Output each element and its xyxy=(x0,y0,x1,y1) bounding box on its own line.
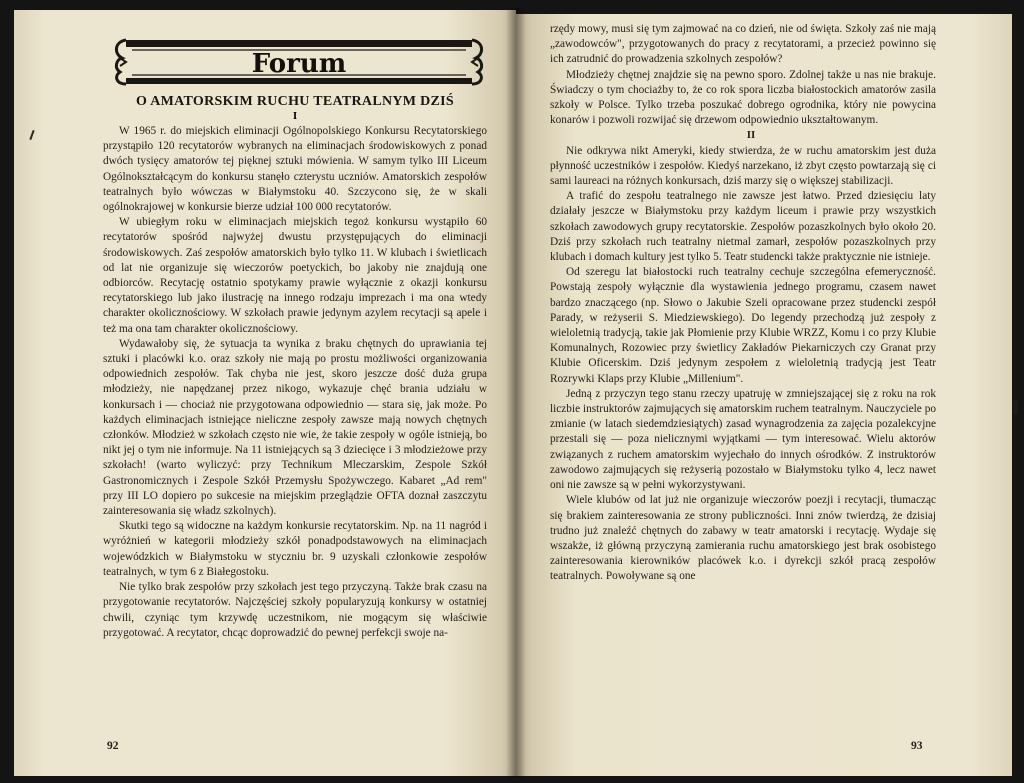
paragraph: Wydawałoby się, że sytuacja ta wynika z braku chętnych do uprawiania tej sztuki i placówki k.o. oraz szkoły nie mają po prostu możliwości organizowania odpowiednich zespołów. Tak chyba nie jest, skoro jeszcze dość duża grupa młodzieży, nie napędzanej przez nikogo, wykazuje chęć brania udziału w konkursach i — chociaż nie przygotowana odpowiednio — stara się, jak może. Po każdych eliminacjach istniejące nieliczne zespoły zawsze mają nowych chętnych członków. Młodzież w szkołach często nie wie, że takie zespoły w ogóle istnieją, bo nikt jej o tym nie informuje. Na 11 istniejących są 3 dziecięce i 3 młodzieżowe przy szkołach! (warto wyliczyć: przy Technikum Mleczarskim, Zespole Szkół Gastronomicznych i Zespole Szkół Przemysłu Spożywczego. Kabaret „Ad rem" przy III LO dopiero po sukcesie na miejskim przeglądzie OFTA doznał zaszczytu zainteresowania się władz szkolnych). xyxy=(103,337,487,518)
paragraph: W ubiegłym roku w eliminacjach miejskich tegoż konkursu wystąpiło 60 recytatorów spośród najwyżej dwustu przystępujących do eliminacji środowiskowych. Zaś zespołów amatorskich było tylko 11. W klubach i świetlicach od lat nie organizuje się wieczorów poetyckich, bo jakoby nie znajdują one odbiorców. Recytację ostatnio spotykamy prawie wyłącznie z okazji konkursu recytatorskiego lub jako ilustrację na innego rodzaju imprezach i ma ona wtedy charakter okolicznościowy. W szkołach prawie jedynym azylem recytacji są apele i też ma ona tam charakter okolicznościowy. xyxy=(103,216,487,335)
right-page-text xyxy=(550,22,936,585)
section-number: II xyxy=(746,129,756,142)
page-clip-mark xyxy=(1013,400,1018,414)
paragraph: W 1965 r. do miejskich eliminacji Ogólnopolskiego Konkursu Recytatorskiego przystąpiło 120 recytatorów wybranych na eliminacjach środowiskowych z ponad dwóch tysięcy amatorów tej pięknej sztuki mówienia. W samym tylko III Liceum Ogólnokształcącym do konkursu stanęło czterystu uczniów. Amatorskich zespołów teatralnych było wówczas w Białymstoku 40. Szczycono się, że w skali ogólnokrajowej w konkursie bierze udział 100 000 recytatorów. xyxy=(103,125,487,214)
paragraph: Skutki tego są widoczne na każdym konkursie recytatorskim. Np. na 11 nagród i wyróżnień w kategorii młodzieży szkół ponadpodstawowych na eliminacjach wojewódzkich w Białymstoku w styczniu br. 9 uzyskali członkowie zespołów teatralnych, w tym 6 z Białegostoku. xyxy=(103,520,487,578)
forum-logo: Forum xyxy=(251,49,347,79)
forum-banner xyxy=(112,38,486,90)
banner-scroll-frame xyxy=(112,38,486,90)
page-number-right: 93 xyxy=(911,740,923,752)
section-number: I xyxy=(292,110,298,122)
paragraph: rzędy mowy, musi się tym zajmować na co dzień, nie od święta. Szkoły zaś nie mają „zawodowców", przygotowanych do pracy z recytatorami, a przecież powinno się ich zatrudnić do prowadzenia szkolnych zespołów? xyxy=(550,23,936,66)
left-page-text xyxy=(103,124,487,641)
paragraph: Jedną z przyczyn tego stanu rzeczy upatruję w zmniejszającej się z roku na rok liczbie instruktorów zajmujących się amatorskim ruchem teatralnym. Nauczyciele po zmianie (w latach siedemdziesiątych) zasad wynagrodzenia za zajęcia pozalekcyjne przestali się — poza nielicznymi wyjątkami — tym interesować. Wielu aktorów związanych z ruchem amatorskim wyjechało do innych ośrodków. Z instruktorów zawodowo zajmujących się reżyserią pozostało w Białymstoku tylko 4, lecz nawet oni nie zawsze są w pełni wykorzystywani. xyxy=(550,387,936,492)
paragraph: Nie odkrywa nikt Ameryki, kiedy stwierdza, że w ruchu amatorskim jest duża płynność uczestników i zespołów. Kiedyś narzekano, iż zbyt często powtarzają się ci sami laureaci na różnych konkursach, dziś marzy się o większej stabilizacji. xyxy=(550,144,936,188)
paragraph: Od szeregu lat białostocki ruch teatralny cechuje szczególna efemeryczność. Powstają zespoły wyłącznie dla wystawienia jednego programu, czasem nawet bardzo znaczącego (np. Słowo o Jakubie Szeli opracowane przez studencki zespół Parady, w reżyserii S. Miedziewskiego). Do legendy przechodzą już zespoły z wieloletnią tradycją, takie jak Płomienie przy Klubie WRZZ, Komu i co przy Klubie Komunalnych, Rozowiec przy świetlicy Zakładów Piekarniczych czy Granat przy Klubie Oficerskim. Dziś jedynym zespołem z wieloletnią tradycją jest Teatr Rozrywki Klaps przy Klubie „Millenium". xyxy=(550,266,936,385)
article-title: O AMATORSKIM RUCHU TEATRALNYM DZIŚ xyxy=(136,94,454,109)
book-gutter xyxy=(506,8,526,778)
section-heading-one xyxy=(103,110,487,122)
paragraph: A trafić do zespołu teatralnego nie zawsze jest łatwo. Przed dziesięciu laty działały jeszcze w Białymstoku przy każdym liceum i prawie przy wszystkich szkołach zawodowych grupy recytatorskie. Zespołów pozaszkolnych było około 20. Dziś przy szkołach ruch teatralny nietmal zamarł, zespołów pozaszkolnych przy klubach i domach kultury jest tylko 5. Teatr studencki także praktycznie nie istnieje. xyxy=(550,190,936,264)
paragraph: Nie tylko brak zespołów przy szkołach jest tego przyczyną. Także brak czasu na przygotowanie recytatorów. Najczęściej szkoły popularyzują konkursy w ostatniej chwili, czyniąc tym krzywdę uczestnikom, nie mogącym się właściwie przygotować. A recytator, chcąc doprowadzić do pewnej perfekcji swoje na- xyxy=(103,581,487,639)
page-number-left: 92 xyxy=(107,740,119,752)
paragraph: Wiele klubów od lat już nie organizuje wieczorów poezji i recytacji, tłumacząc się brakiem zainteresowania ze strony publiczności. Inni znów twierdzą, że dzisiaj trudno już znaleźć chętnych do zabawy w teatr amatorski i recytację. Wydaje się wszakże, iż główną przyczyną zamierania ruchu amatorskiego jest brak osobistego zainteresowania kierowników placówek k.o. i dyrekcji szkół pracą zespołów teatralnych. Powoływane są one xyxy=(550,494,936,583)
paragraph: Młodzieży chętnej znajdzie się na pewno sporo. Zdolnej także u nas nie brakuje. Świadczy o tym chociażby to, że co rok spora liczba białostockich amatorów zasila szkoły w Polsce. Tylko trzeba poszukać dobrego ogrodnika, który nie powycina konarów i pozwoli rozwijać się drzewom odpowiednio ukształtowanym. xyxy=(550,68,936,127)
